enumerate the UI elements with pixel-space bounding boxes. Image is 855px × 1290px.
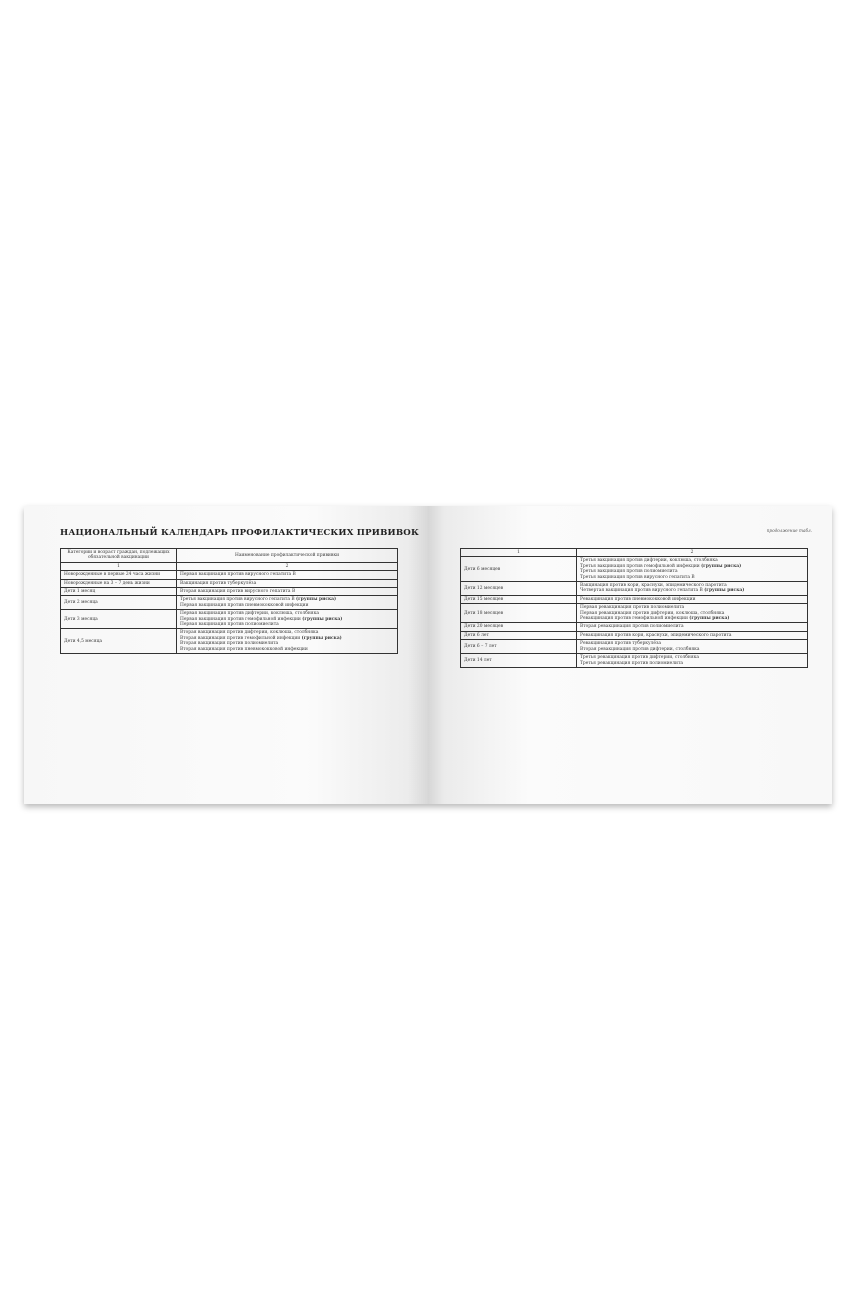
- vaccine-line: Вторая вакцинация против дифтерии, коклюша, столбняка: [180, 630, 319, 636]
- table-row: [461, 557, 808, 582]
- vaccine-line: Ревакцинация против кори, краснухи, эпидемического паротита: [580, 632, 732, 638]
- column-header-vaccine: Наименование профилактической прививки: [177, 549, 398, 563]
- vaccine-line: Первая ревакцинация против полиомиелита: [580, 605, 685, 611]
- age-cell: Дети 20 месяцев: [461, 623, 577, 631]
- column-number: 1: [61, 562, 177, 570]
- vaccine-line: Ревакцинация против пневмококковой инфекции: [580, 596, 696, 602]
- vaccine-line: Вторая ревакцинация против полиомиелита: [580, 624, 684, 630]
- vaccine-cell: [577, 595, 808, 603]
- age-cell: Дети 18 месяцев: [461, 604, 577, 623]
- vaccine-cell: [177, 588, 398, 596]
- vaccine-cell: [577, 604, 808, 623]
- vaccine-line: Третья вакцинация против гемофильной инфекции (группы риска): [580, 563, 742, 569]
- table-row: [461, 595, 808, 603]
- vaccine-line: Третья ревакцинация против полиомиелита: [580, 660, 684, 666]
- vaccine-cell: [177, 596, 398, 610]
- page-title: НАЦИОНАЛЬНЫЙ КАЛЕНДАРЬ ПРОФИЛАКТИЧЕСКИХ ПРИВИВОК: [60, 528, 420, 538]
- vaccine-line: Вторая ревакцинация против дифтерии, столбняка: [580, 646, 700, 652]
- table-row: [461, 654, 808, 668]
- vaccine-line: Первая вакцинация против вирусного гепатита В: [180, 572, 296, 578]
- vaccine-line: Вакцинация против туберкулёза: [180, 580, 257, 586]
- vaccine-line: Вторая вакцинация против гемофильной инфекции (группы риска): [180, 635, 342, 641]
- table-row: [61, 579, 398, 587]
- age-cell: Дети 2 месяца: [61, 596, 177, 610]
- table-row: [461, 631, 808, 639]
- vaccine-line: Первая вакцинация против пневмококковой инфекции: [180, 602, 309, 608]
- column-header-age: Категории и возраст граждан, подлежащих обязательной вакцинации: [61, 549, 177, 563]
- table-row: [61, 610, 398, 629]
- age-cell: Дети 4,5 месяца: [61, 629, 177, 654]
- vaccine-line: Первая вакцинация против гемофильной инфекции (группы риска): [180, 616, 343, 622]
- vaccine-line: Третья вакцинация против дифтерии, коклюша, столбняка: [580, 558, 718, 564]
- table-row: [61, 588, 398, 596]
- age-cell: Новорожденные на 3 – 7 день жизни: [61, 579, 177, 587]
- vaccine-cell: [177, 610, 398, 629]
- age-cell: Дети 1 месяц: [61, 588, 177, 596]
- vaccine-line: Ревакцинация против туберкулёза: [580, 641, 661, 647]
- continuation-note: продолжение табл.: [766, 528, 812, 533]
- table-row: [461, 640, 808, 654]
- vaccine-line: Первая ревакцинация против дифтерии, коклюша, столбняка: [580, 610, 725, 616]
- vaccine-cell: [177, 571, 398, 579]
- vaccine-cell: [577, 582, 808, 596]
- vaccine-cell: [577, 623, 808, 631]
- vaccine-line: Третья ревакцинация против дифтерии, столбняка: [580, 655, 699, 661]
- table-row: [461, 604, 808, 623]
- table-row: [61, 571, 398, 579]
- column-number: 1: [461, 549, 577, 557]
- vaccination-table-right: [460, 548, 808, 668]
- vaccination-booklet: [24, 506, 832, 804]
- vaccine-line: Первая вакцинация против полиомиелита: [180, 622, 279, 628]
- age-cell: Новорожденные в первые 24 часа жизни: [61, 571, 177, 579]
- vaccination-table-left: [60, 548, 398, 654]
- age-cell: Дети 6 – 7 лет: [461, 640, 577, 654]
- vaccine-cell: [177, 579, 398, 587]
- left-page: [24, 506, 428, 804]
- vaccine-cell: [577, 640, 808, 654]
- vaccine-line: Третья вакцинация против вирусного гепатита В (группы риска): [180, 597, 337, 603]
- age-cell: Дети 6 месяцев: [461, 557, 577, 582]
- vaccine-cell: [577, 654, 808, 668]
- age-cell: Дети 12 месяцев: [461, 582, 577, 596]
- table-row: [461, 582, 808, 596]
- vaccine-line: Третья вакцинация против вирусного гепатита В: [580, 574, 695, 580]
- vaccine-line: Третья вакцинация против полиомиелита: [580, 569, 678, 575]
- table-row: [61, 596, 398, 610]
- age-cell: Дети 14 лет: [461, 654, 577, 668]
- right-page: [428, 506, 832, 804]
- table-row: [61, 629, 398, 654]
- vaccine-line: Вакцинация против кори, краснухи, эпидемического паротита: [580, 583, 727, 589]
- column-number: 2: [177, 562, 398, 570]
- vaccine-cell: [577, 557, 808, 582]
- table-row: [461, 623, 808, 631]
- vaccine-cell: [577, 631, 808, 639]
- vaccine-cell: [177, 629, 398, 654]
- vaccine-line: Ревакцинация против гемофильной инфекции (группы риска): [580, 616, 730, 622]
- age-cell: Дети 15 месяцев: [461, 595, 577, 603]
- vaccine-line: Вторая вакцинация против вирусного гепатита В: [180, 589, 296, 595]
- age-cell: Дети 6 лет: [461, 631, 577, 639]
- vaccine-line: Вторая вакцинация против пневмококковой инфекции: [180, 646, 308, 652]
- column-number: 2: [577, 549, 808, 557]
- vaccine-line: Первая вакцинация против дифтерии, коклюша, столбняка: [180, 611, 319, 617]
- vaccine-line: Четвертая вакцинация против вирусного гепатита В (группы риска): [580, 588, 745, 594]
- age-cell: Дети 3 месяца: [61, 610, 177, 629]
- vaccine-line: Вторая вакцинация против полиомиелита: [180, 641, 279, 647]
